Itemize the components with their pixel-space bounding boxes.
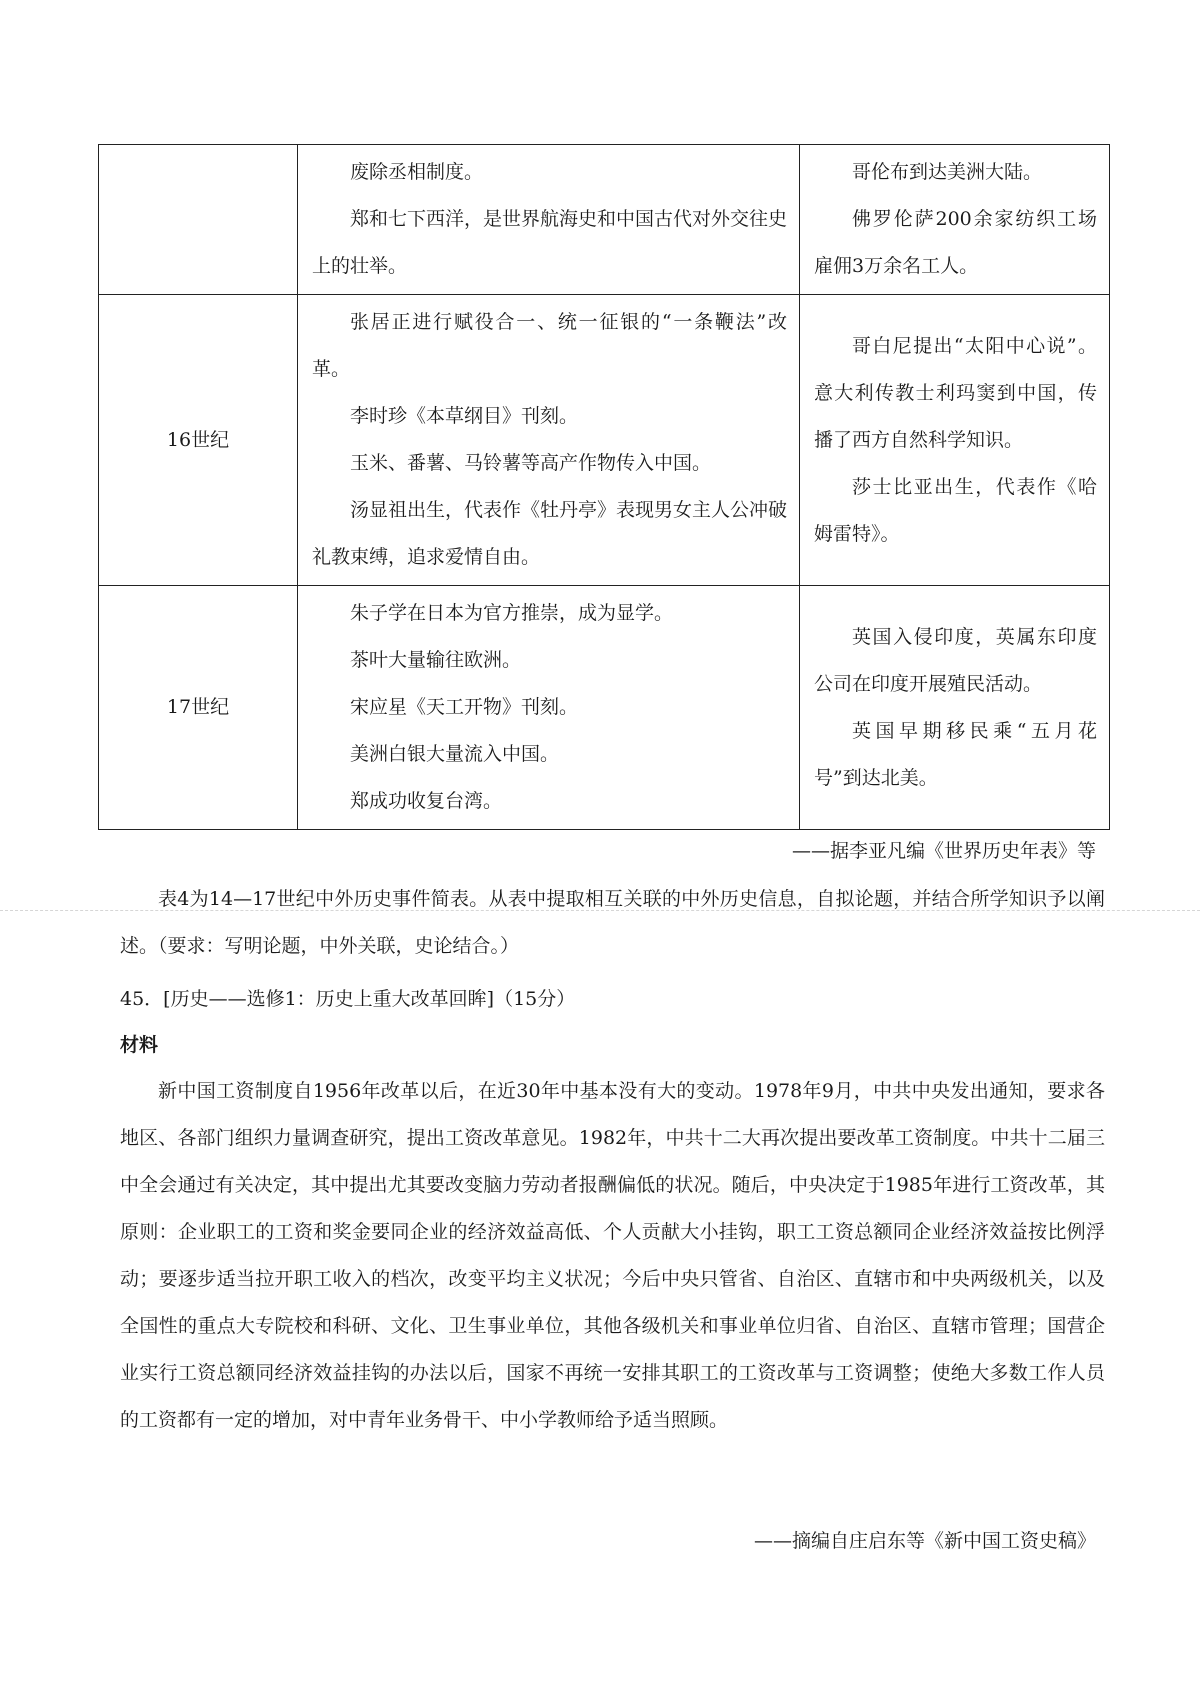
china-event: 张居正进行赋役合一、统一征银的“一条鞭法”改革。 <box>312 311 787 380</box>
world-event: 佛罗伦萨200余家纺织工场雇佣3万余名工人。 <box>814 208 1097 277</box>
material-text: 新中国工资制度自1956年改革以后，在近30年中基本没有大的变动。1978年9月，中共中央发出通知，要求各地区、各部门组织力量调查研究，提出工资改革意见。1982年，中共十二大再次提出要改革工资制度。中共十二届三中全会通过有关决定，其中提出尤其要改变脑力劳动者报酬偏低的状况。随后，中央决定于1985年进行工资改革，其原则：企业职工的工资和奖金要同企业的经济效益高低、个人贡献大小挂钩，职工工资总额同企业经济效益按比例浮动；要逐步适当拉开职工收入的档次，改变平均主义状况；今后中央只管省、自治区、直辖市和中央两级机关，以及全国性的重点大专院校和科研、文化、卫生事业单位，其他各级机关和事业单位归省、自治区、直辖市管理；国营企业实行工资总额同经济效益挂钩的办法以后，国家不再统一安排其职工的工资改革与工资调整；使绝大多数工作人员的工资都有一定的增加，对中青年业务骨干、中小学教师给予适当照顾。 <box>120 1080 1105 1431</box>
century-cell <box>99 145 298 295</box>
world-events-cell <box>800 145 1110 295</box>
china-events-cell <box>298 295 800 586</box>
china-event: 茶叶大量输往欧洲。 <box>350 649 522 671</box>
table-source-citation: ——据李亚凡编《世界历史年表》等 <box>791 840 1096 862</box>
century-cell: 16世纪 <box>99 295 298 586</box>
world-event: 哥伦布到达美洲大陆。 <box>852 161 1043 183</box>
world-events-cell <box>800 586 1110 830</box>
material-source-citation: ——摘编自庄启东等《新中国工资史稿》 <box>753 1530 1096 1552</box>
world-event: 英国入侵印度，英属东印度公司在印度开展殖民活动。 <box>814 625 1097 695</box>
china-event: 朱子学在日本为官方推崇，成为显学。 <box>350 602 674 624</box>
china-event: 汤显祖出生，代表作《牡丹亭》表现男女主人公冲破礼教束缚，追求爱情自由。 <box>312 499 788 568</box>
china-event: 李时珍《本草纲目》刊刻。 <box>350 405 579 427</box>
china-event: 郑和七下西洋，是世界航海史和中国古代对外交往史上的壮举。 <box>312 208 788 277</box>
world-event: 英国早期移民乘“五月花号”到达北美。 <box>814 719 1097 789</box>
table-row <box>99 586 1110 830</box>
material-label: 材料 <box>120 1034 159 1056</box>
china-events-cell <box>298 586 800 830</box>
question-45-heading: 45．[历史——选修1：历史上重大改革回眸]（15分） <box>120 988 576 1010</box>
world-events-cell <box>800 295 1110 586</box>
china-event: 废除丞相制度。 <box>350 161 484 183</box>
question-44-prompt: 表4为14—17世纪中外历史事件简表。从表中提取相互关联的中外历史信息，自拟论题，并结合所学知识予以阐述。（要求：写明论题，中外关联，史论结合。） <box>120 888 1105 957</box>
world-event: 莎士比亚出生，代表作《哈姆雷特》。 <box>814 475 1097 545</box>
table-row <box>99 295 1110 586</box>
century-cell: 17世纪 <box>99 586 298 830</box>
history-events-table <box>98 144 1110 830</box>
china-event: 宋应星《天工开物》刊刻。 <box>350 696 579 718</box>
china-event: 郑成功收复台湾。 <box>350 790 503 812</box>
table-row <box>99 145 1110 295</box>
china-events-cell <box>298 145 800 295</box>
china-event: 美洲白银大量流入中国。 <box>350 743 560 765</box>
world-event: 哥白尼提出“太阳中心说”。意大利传教士利玛窦到中国，传播了西方自然科学知识。 <box>814 334 1097 451</box>
china-event: 玉米、番薯、马铃薯等高产作物传入中国。 <box>350 452 712 474</box>
